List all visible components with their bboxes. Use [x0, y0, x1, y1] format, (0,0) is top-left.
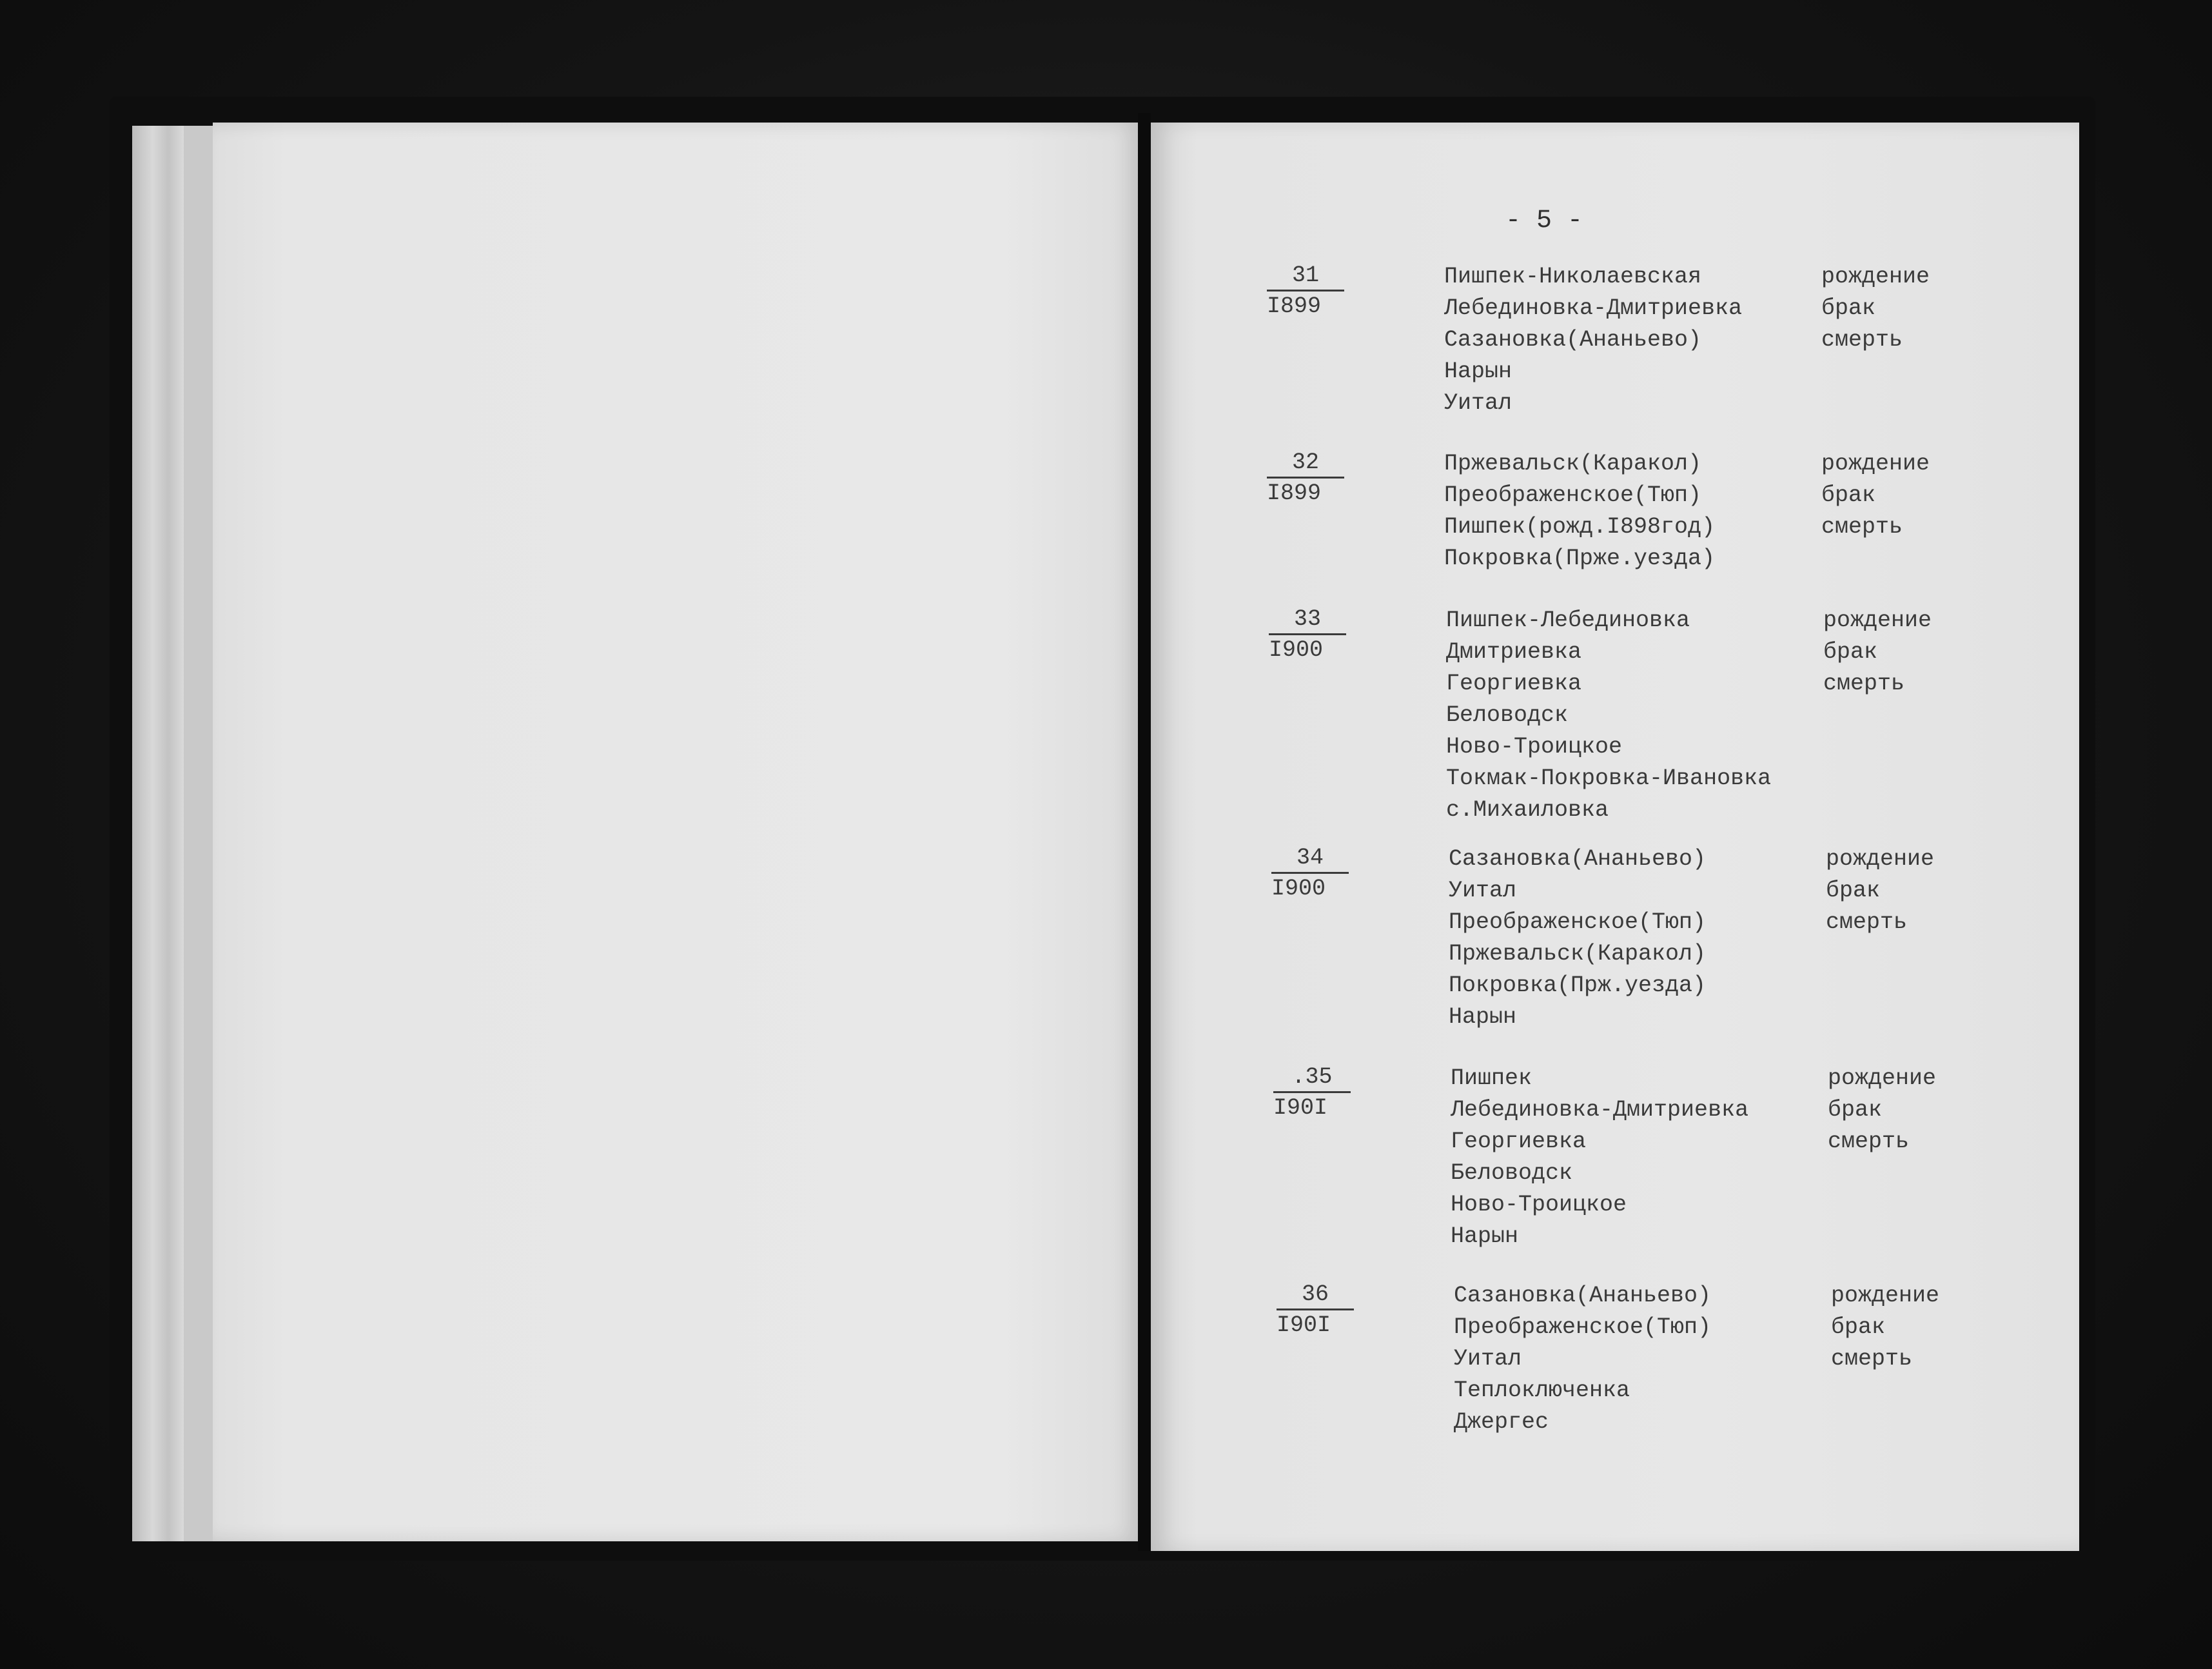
place: Георгиевка [1451, 1129, 1587, 1154]
place: Теплоключенка [1454, 1378, 1630, 1403]
place: Пишпек-Николаевская [1444, 264, 1702, 290]
entry-events [1828, 1063, 1936, 1158]
entry-year: I900 [1269, 637, 1324, 663]
event: рождение [1823, 607, 1932, 633]
place: Нарын [1449, 1004, 1517, 1030]
event: брак [1831, 1314, 1886, 1340]
place: Пржевальск(Каракол) [1449, 941, 1707, 967]
event: рождение [1828, 1065, 1937, 1091]
event: брак [1826, 878, 1881, 904]
entry-places [1451, 1063, 1748, 1252]
entry-number: .35 [1273, 1063, 1351, 1093]
event: брак [1821, 295, 1876, 321]
entry-year: I900 [1271, 876, 1326, 902]
place: Дмитриевка [1446, 639, 1582, 665]
event: рождение [1821, 451, 1930, 477]
place: Лебединовка-Дмитриевка [1451, 1097, 1749, 1123]
event: смерть [1823, 671, 1905, 696]
event: рождение [1831, 1283, 1940, 1309]
place: Джергес [1454, 1409, 1549, 1435]
left-page [213, 123, 1141, 1541]
place: Покровка(Прж.уезда) [1449, 973, 1707, 998]
place: Лебединовка-Дмитриевка [1444, 295, 1743, 321]
event: рождение [1826, 846, 1935, 872]
place: Беловодск [1451, 1160, 1573, 1186]
place: Пишпек-Лебединовка [1446, 607, 1690, 633]
entry-places [1449, 844, 1706, 1033]
place: Беловодск [1446, 702, 1569, 728]
entry-events [1821, 448, 1930, 543]
event: брак [1828, 1097, 1883, 1123]
place: Уитал [1449, 878, 1517, 904]
place: Уитал [1444, 390, 1512, 416]
page-number: - 5 - [1505, 206, 1583, 235]
place: Преображенское(Тюп) [1449, 909, 1707, 935]
event: смерть [1826, 909, 1908, 935]
event: брак [1823, 639, 1878, 665]
place: Ново-Троицкое [1446, 734, 1623, 760]
book-gutter [1138, 113, 1151, 1551]
entry-year: I90I [1273, 1095, 1328, 1121]
entry-places [1454, 1280, 1711, 1438]
event: рождение [1821, 264, 1930, 290]
entry-number: 31 [1267, 261, 1344, 291]
place: Пржевальск(Каракол) [1444, 451, 1702, 477]
entry-places [1444, 448, 1715, 575]
place: Георгиевка [1446, 671, 1582, 696]
place: с.Михаиловка [1446, 797, 1609, 823]
event: смерть [1821, 514, 1903, 540]
entry-year: I90I [1277, 1312, 1331, 1338]
place: Преображенское(Тюп) [1454, 1314, 1712, 1340]
place: Нарын [1444, 359, 1512, 384]
place: Пишпек(рожд.I898год) [1444, 514, 1716, 540]
entry-year: I899 [1267, 293, 1322, 319]
event: смерть [1821, 327, 1903, 353]
event: брак [1821, 482, 1876, 508]
place: Пишпек [1451, 1065, 1532, 1091]
place: Уитал [1454, 1346, 1522, 1372]
entry-number: 34 [1271, 844, 1349, 874]
place: Сазановка(Ананьево) [1454, 1283, 1712, 1309]
entry-places [1446, 605, 1771, 826]
entry-number: 33 [1269, 605, 1346, 635]
entry-events [1823, 605, 1932, 700]
entry-places [1444, 261, 1742, 419]
place: Ново-Троицкое [1451, 1192, 1627, 1218]
place: Покровка(Прже.уезда) [1444, 546, 1716, 571]
place: Преображенское(Тюп) [1444, 482, 1702, 508]
place: Сазановка(Ананьево) [1449, 846, 1707, 872]
entry-year: I899 [1267, 480, 1322, 506]
entry-number: 32 [1267, 448, 1344, 479]
entry-events [1826, 844, 1934, 938]
entry-events [1821, 261, 1930, 356]
place: Токмак-Покровка-Ивановка [1446, 765, 1772, 791]
entry-events [1831, 1280, 1939, 1375]
event: смерть [1828, 1129, 1910, 1154]
place: Сазановка(Ананьево) [1444, 327, 1702, 353]
entry-number: 36 [1277, 1280, 1354, 1310]
place: Нарын [1451, 1223, 1519, 1249]
event: смерть [1831, 1346, 1913, 1372]
